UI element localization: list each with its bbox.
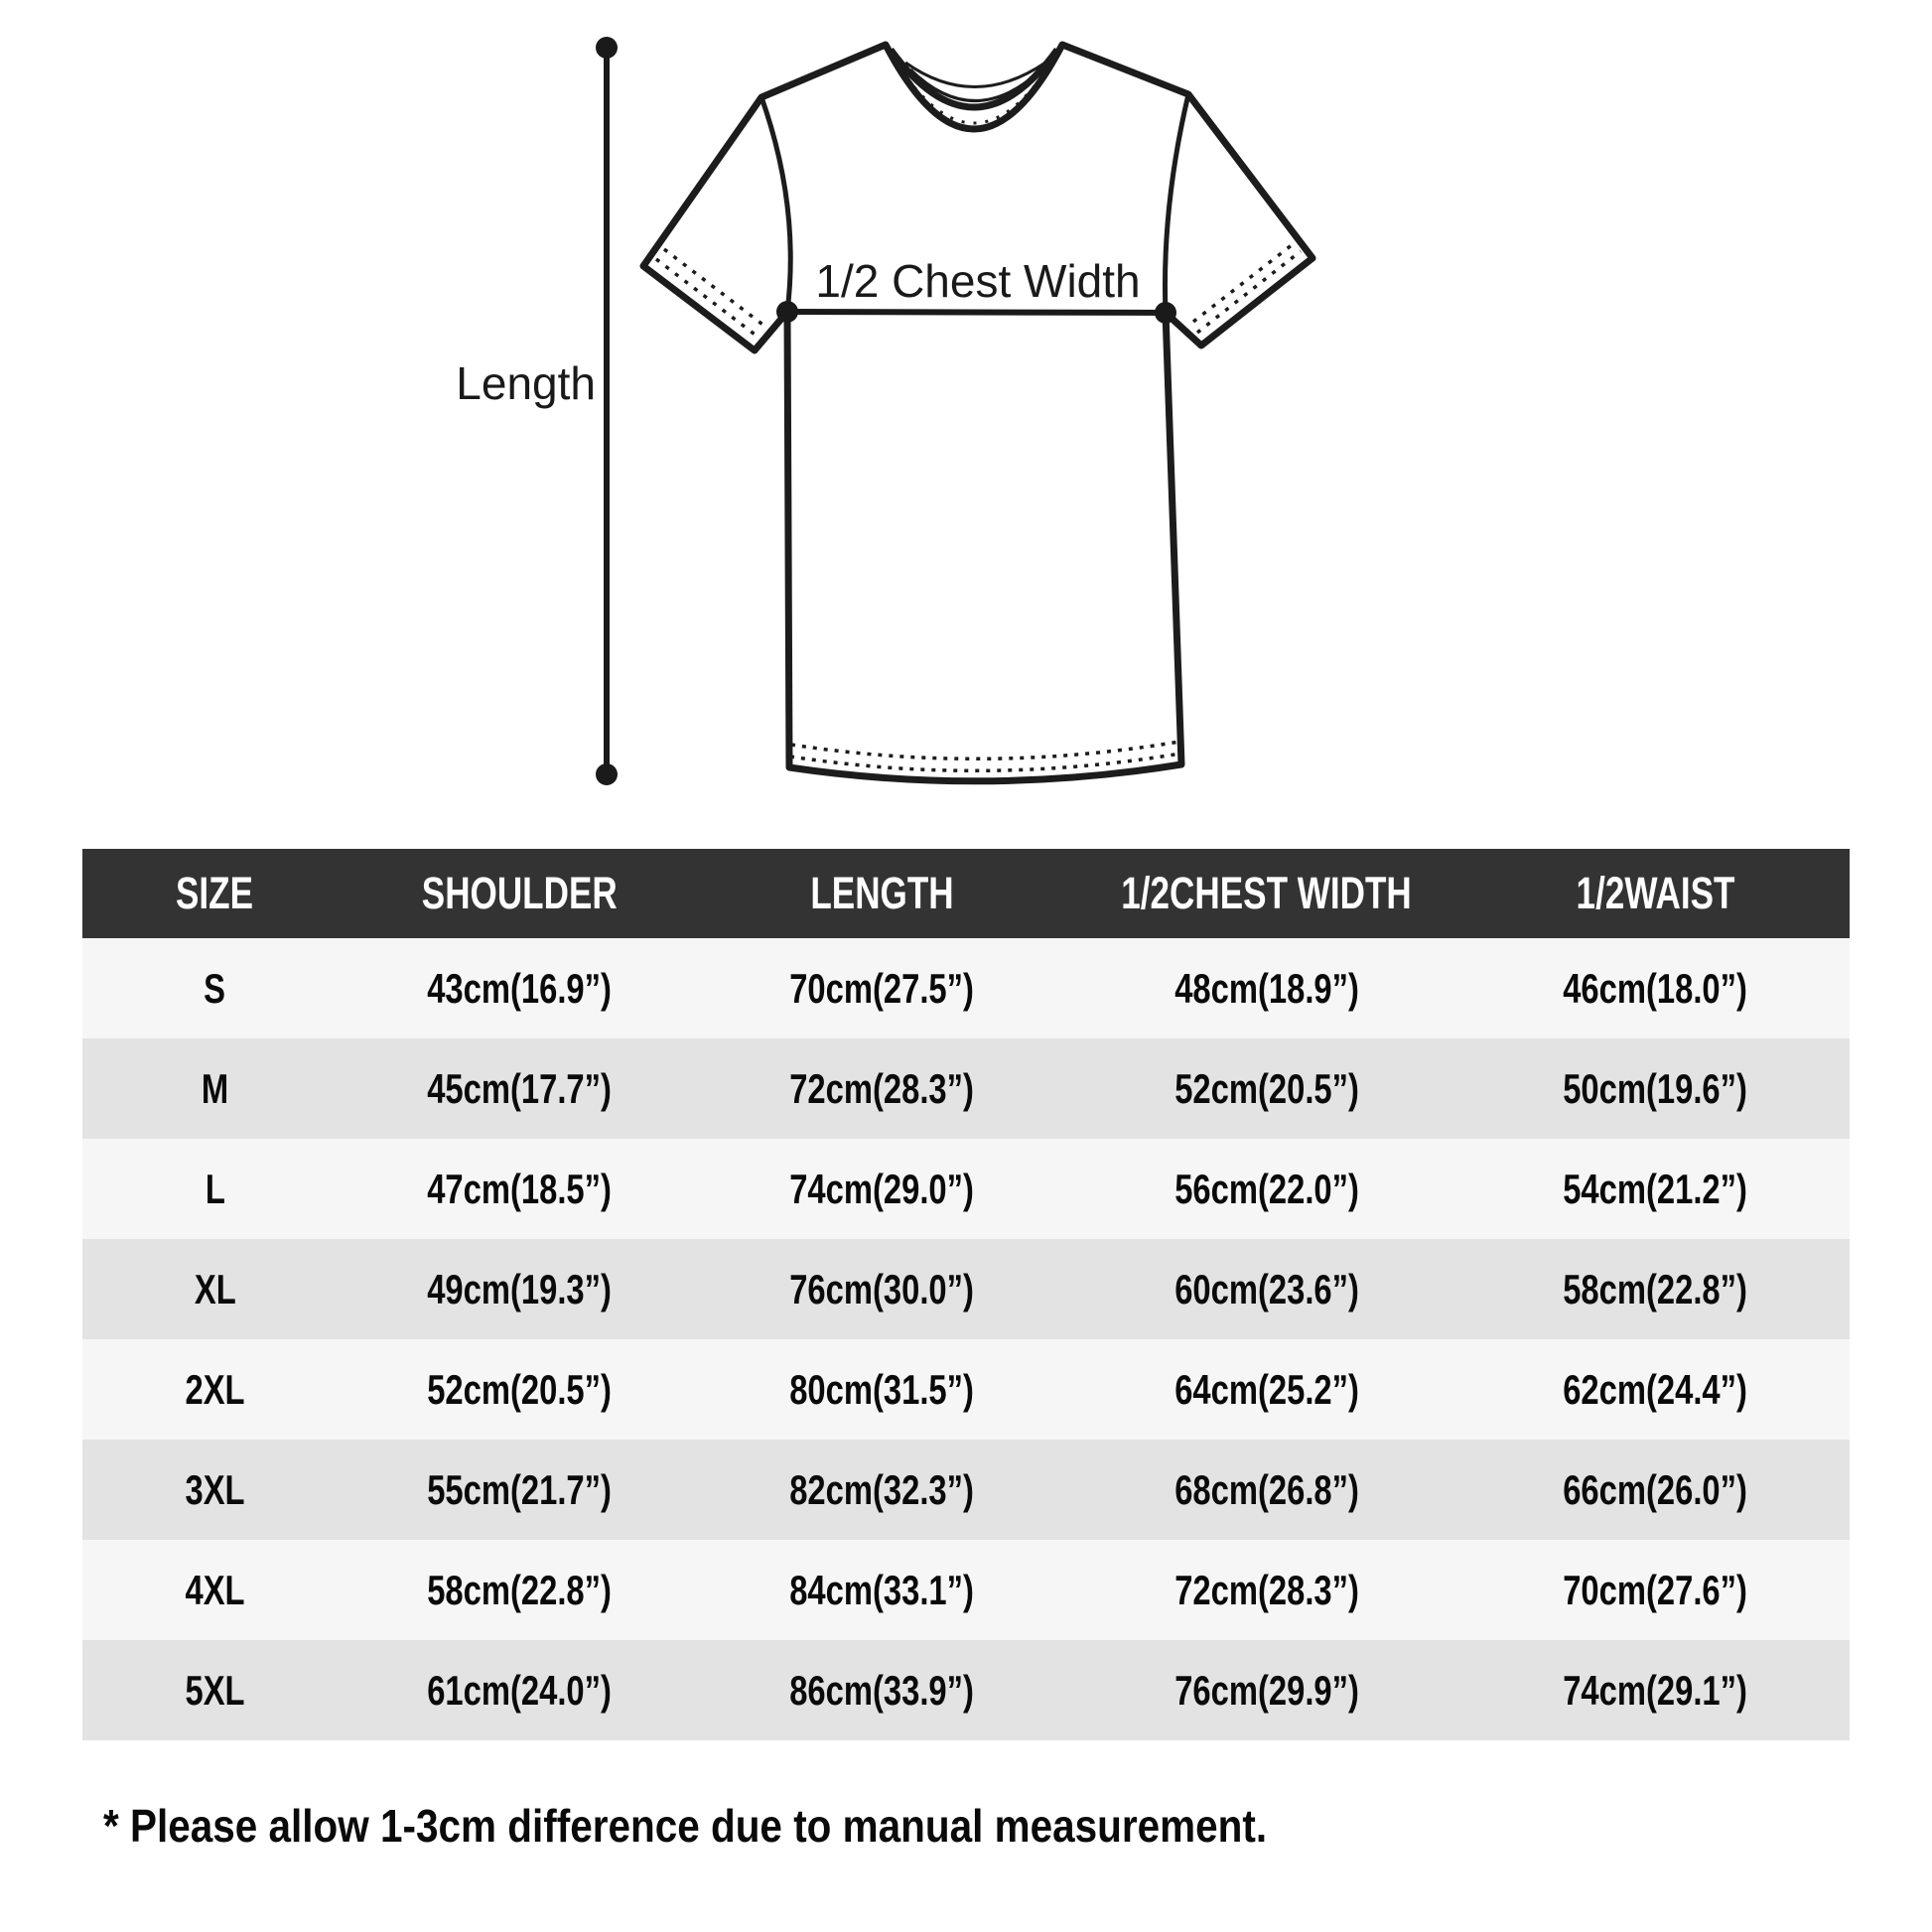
chest-value: 48cm(18.9”) bbox=[1173, 964, 1359, 1012]
shoulder-cell bbox=[347, 1540, 692, 1640]
chest-cell bbox=[1072, 1540, 1461, 1640]
shoulder-cell bbox=[347, 1640, 692, 1740]
chest-cell bbox=[1072, 1440, 1461, 1540]
length-value: 82cm(32.3”) bbox=[789, 1465, 975, 1513]
waist-value: 70cm(27.6”) bbox=[1563, 1566, 1748, 1613]
waist-cell bbox=[1460, 1540, 1850, 1640]
waist-value: 62cm(24.4”) bbox=[1563, 1365, 1748, 1413]
size-cell bbox=[82, 1540, 347, 1640]
size-table-body bbox=[82, 938, 1850, 1740]
waist-value: 58cm(22.8”) bbox=[1563, 1265, 1748, 1312]
chest-width-label: 1/2 Chest Width bbox=[815, 255, 1141, 307]
length-cell bbox=[692, 1139, 1072, 1239]
chest-cell bbox=[1072, 1139, 1461, 1239]
size-value: M bbox=[201, 1064, 229, 1112]
waist-cell bbox=[1460, 1440, 1850, 1540]
length-value: 74cm(29.0”) bbox=[789, 1165, 975, 1212]
size-cell bbox=[82, 1038, 347, 1139]
shoulder-value: 52cm(20.5”) bbox=[427, 1365, 613, 1413]
col-header-chest-label: 1/2CHEST WIDTH bbox=[1121, 868, 1412, 918]
size-value: XL bbox=[194, 1265, 236, 1312]
length-value: 70cm(27.5”) bbox=[789, 964, 975, 1012]
chest-value: 72cm(28.3”) bbox=[1173, 1566, 1359, 1613]
chest-cell bbox=[1072, 1038, 1461, 1139]
chest-cell bbox=[1072, 1339, 1461, 1440]
chest-value: 52cm(20.5”) bbox=[1173, 1064, 1359, 1112]
size-cell bbox=[82, 1139, 347, 1239]
length-cell bbox=[692, 938, 1072, 1038]
waist-cell bbox=[1460, 938, 1850, 1038]
length-value: 86cm(33.9”) bbox=[789, 1666, 975, 1714]
size-value: 3XL bbox=[185, 1465, 245, 1513]
shoulder-cell bbox=[347, 1339, 692, 1440]
shoulder-value: 45cm(17.7”) bbox=[427, 1064, 613, 1112]
size-value: 2XL bbox=[185, 1365, 245, 1413]
col-header-length-label: LENGTH bbox=[810, 868, 954, 918]
shoulder-cell bbox=[347, 1239, 692, 1339]
col-header-size bbox=[82, 849, 347, 938]
col-header-chest bbox=[1072, 849, 1461, 938]
waist-cell bbox=[1460, 1239, 1850, 1339]
table-row-l bbox=[82, 1139, 1850, 1239]
table-row-5xl bbox=[82, 1640, 1850, 1740]
size-cell bbox=[82, 1239, 347, 1339]
waist-cell bbox=[1460, 1038, 1850, 1139]
col-header-waist bbox=[1460, 849, 1850, 938]
size-cell bbox=[82, 1440, 347, 1540]
chest-value: 68cm(26.8”) bbox=[1173, 1465, 1359, 1513]
table-row-3xl bbox=[82, 1440, 1850, 1540]
length-measure-dot-bottom bbox=[596, 763, 618, 785]
shoulder-value: 47cm(18.5”) bbox=[427, 1165, 613, 1212]
chest-cell bbox=[1072, 1640, 1461, 1740]
col-header-shoulder-label: SHOULDER bbox=[422, 868, 619, 918]
col-header-size-label: SIZE bbox=[176, 868, 254, 918]
length-value: 80cm(31.5”) bbox=[789, 1365, 975, 1413]
size-table-header bbox=[82, 849, 1850, 938]
col-header-length bbox=[692, 849, 1072, 938]
length-cell bbox=[692, 1540, 1072, 1640]
length-cell bbox=[692, 1440, 1072, 1540]
length-cell bbox=[692, 1640, 1072, 1740]
chest-value: 60cm(23.6”) bbox=[1173, 1265, 1359, 1312]
length-measure-dot-top bbox=[596, 37, 618, 59]
shoulder-value: 58cm(22.8”) bbox=[427, 1566, 613, 1613]
table-row-2xl bbox=[82, 1339, 1850, 1440]
tshirt-outline bbox=[643, 45, 1312, 781]
size-cell bbox=[82, 1640, 347, 1740]
size-table bbox=[82, 849, 1850, 1740]
table-row-s bbox=[82, 938, 1850, 1038]
size-value: 4XL bbox=[185, 1566, 245, 1613]
shoulder-cell bbox=[347, 1038, 692, 1139]
chest-value: 56cm(22.0”) bbox=[1173, 1165, 1359, 1212]
size-value: S bbox=[204, 964, 226, 1012]
chest-cell bbox=[1072, 1239, 1461, 1339]
shoulder-value: 49cm(19.3”) bbox=[427, 1265, 613, 1312]
back-collar-line bbox=[910, 69, 1041, 101]
header-row bbox=[82, 849, 1850, 938]
table-row-4xl bbox=[82, 1540, 1850, 1640]
length-value: 84cm(33.1”) bbox=[789, 1566, 975, 1613]
length-value: 72cm(28.3”) bbox=[789, 1064, 975, 1112]
measurement-note: * Please allow 1-3cm difference due to manual measurement. bbox=[103, 1800, 1268, 1852]
size-value: L bbox=[205, 1165, 225, 1212]
chest-value: 64cm(25.2”) bbox=[1173, 1365, 1359, 1413]
waist-value: 46cm(18.0”) bbox=[1563, 964, 1748, 1012]
waist-value: 66cm(26.0”) bbox=[1563, 1465, 1748, 1513]
col-header-shoulder bbox=[347, 849, 692, 938]
col-header-waist-label: 1/2WAIST bbox=[1576, 868, 1735, 918]
waist-cell bbox=[1460, 1640, 1850, 1740]
chest-cell bbox=[1072, 938, 1461, 1038]
length-value: 76cm(30.0”) bbox=[789, 1265, 975, 1312]
length-cell bbox=[692, 1239, 1072, 1339]
waist-value: 54cm(21.2”) bbox=[1563, 1165, 1748, 1212]
table-row-xl bbox=[82, 1239, 1850, 1339]
shoulder-cell bbox=[347, 938, 692, 1038]
shoulder-value: 43cm(16.9”) bbox=[427, 964, 613, 1012]
shoulder-cell bbox=[347, 1139, 692, 1239]
chest-measure-line bbox=[787, 312, 1166, 313]
waist-cell bbox=[1460, 1339, 1850, 1440]
waist-value: 50cm(19.6”) bbox=[1563, 1064, 1748, 1112]
size-value: 5XL bbox=[185, 1666, 245, 1714]
waist-cell bbox=[1460, 1139, 1850, 1239]
tshirt-measurement-diagram bbox=[0, 0, 1932, 839]
size-cell bbox=[82, 1339, 347, 1440]
size-cell bbox=[82, 938, 347, 1038]
chest-measure-dot-left bbox=[776, 301, 798, 323]
length-cell bbox=[692, 1339, 1072, 1440]
shoulder-cell bbox=[347, 1440, 692, 1540]
shoulder-value: 61cm(24.0”) bbox=[427, 1666, 613, 1714]
shoulder-value: 55cm(21.7”) bbox=[427, 1465, 613, 1513]
table-row-m bbox=[82, 1038, 1850, 1139]
length-label: Length bbox=[456, 357, 596, 409]
waist-value: 74cm(29.1”) bbox=[1563, 1666, 1748, 1714]
chest-measure-dot-right bbox=[1155, 302, 1176, 324]
length-cell bbox=[692, 1038, 1072, 1139]
chest-value: 76cm(29.9”) bbox=[1173, 1666, 1359, 1714]
